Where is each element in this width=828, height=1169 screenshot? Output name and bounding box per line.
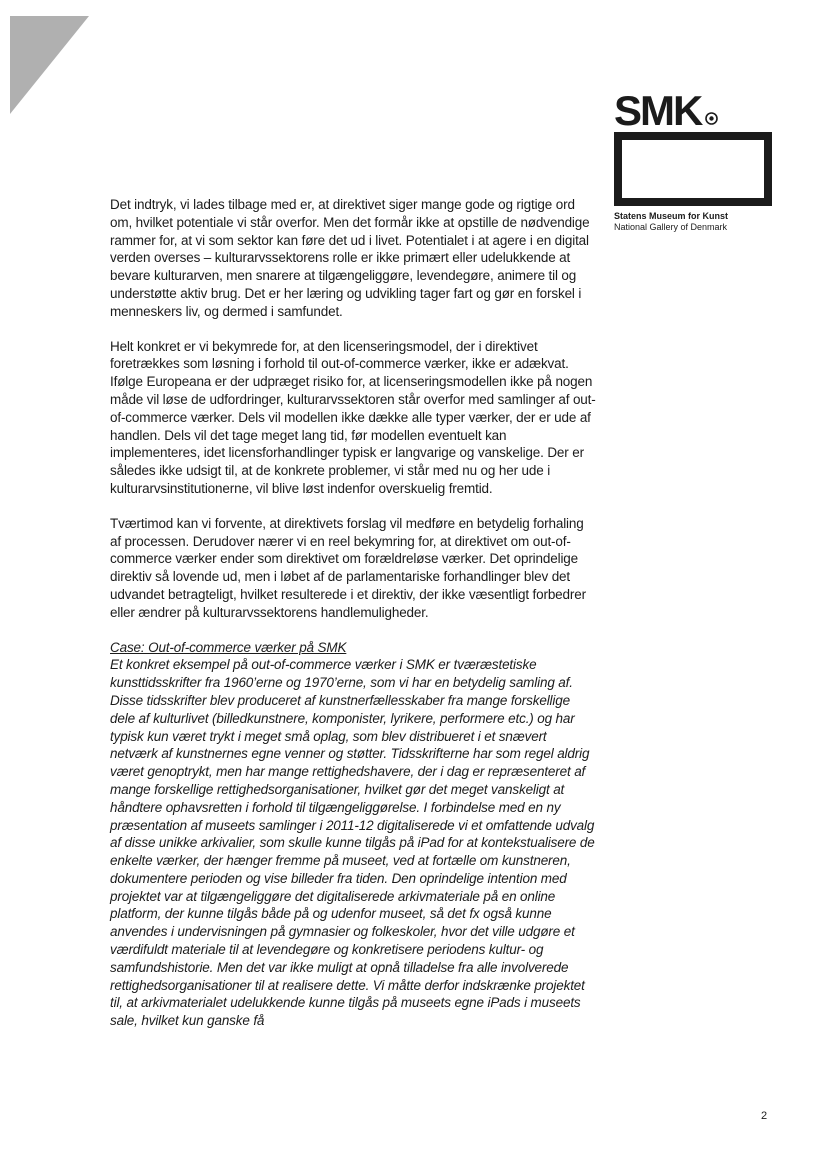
logo-caption-line1: Statens Museum for Kunst xyxy=(614,211,729,221)
paragraph-1: Det indtryk, vi lades tilbage med er, at direktivet siger mange gode og rigtige ord om, hvilket potentiale vi står overfor. Men det formår ikke at opstille de nødvendige rammer for, at vi som sektor kan føre det ud i livet. Potentialet i at agere i en digital verden overses – kulturarvssektorens rolle er ikke primært eller udelukkende at bevare kulturarven, men snarere at tilgængeliggøre, levendegøre, animere til og understøtte aktiv brug. Det er her læring og udvikling tager fart og gør en forskel i menneskers liv, og dermed i samfundet. xyxy=(110,197,590,319)
paragraph-3: Tværtimod kan vi forvente, at direktivets forslag vil medføre en betydelig forhaling af processen. Derudover nærer vi en reel bekymring for, at direktivet om out-of-commerce værker ender som direktivet om forældreløse værker. Det oprindelige direktiv så lovende ud, men i løbet af de parlamentariske forhandlinger blev det udvandet betragteligt, hvilket resulterede i et direktiv, der ikke væsentligt forbedrer eller ændrer på kulturarvssektorens handlemuligheder. xyxy=(110,515,586,620)
case-title: Case: Out-of-commerce værker på SMK xyxy=(110,639,347,655)
crown-seal-icon xyxy=(705,112,718,125)
logo-caption xyxy=(614,211,774,233)
paragraph-2: Helt konkret er vi bekymrede for, at den licenseringsmodel, der i direktivet foretrækkes som løsning i forhold til out-of-commerce værker, ikke er adækvat. Ifølge Europeana er der udpræget risiko for, at licenseringsmodellen ikke på nogen måde vil løse de udfordringer, kulturarvssektoren står overfor med samlinger af out-of-commerce værker. Dels vil modellen ikke dække alle typer værker, der er ude af handlen. Dels vil det tage meget lang tid, før modellen eventuelt kan implementeres, idet licensforhandlinger typisk er langvarige og vanskelige. Der er således ikke udsigt til, at de konkrete problemer, vi står med nu og her ude i kulturarvsinstitutionerne, vil blive løst indenfor overskuelig fremtid. xyxy=(110,338,596,496)
logo-frame xyxy=(614,132,772,206)
case-section xyxy=(110,639,596,1031)
smk-logo xyxy=(614,87,774,233)
case-text: Et konkret eksempel på out-of-commerce værker i SMK er tværæstetiske kunsttidsskrifter fra 1960’erne og 1970’erne, som vi har en betydelig samling af. Disse tidsskrifter blev produceret af kunstnerfællesskaber fra mange forskellige dele af kulturlivet (billedkunstnere, komponister, lyrikere, performere etc.) og har typisk kun været trykt i meget små oplag, som blev distribueret i et snævert netværk af kunstnernes egne venner og støtter. Tidsskrifterne har som regel aldrig været genoptrykt, men har mange rettighedshavere, der i dag er repræsenteret af mange forskellige rettighedsorganisationer, hvilket gør det meget vanskeligt at håndtere ophavsretten i forhold til tilgængeliggørelse. I forbindelse med en ny præsentation af museets samlinger i 2011-12 digitaliserede vi et omfattende udvalg af disse unikke arkivalier, som skulle kunne tilgås på iPad for at kontekstualisere de enkelte værker, der hænger fremme på museet, ved at fortælle om kunstneren, dokumentere perioden og vise billeder fra tiden. Den oprindelige intention med projektet var at tilgængeliggøre det digitaliserede arkivmateriale på en online platform, der kunne tilgås både på og udenfor museet, så det fx også kunne anvendes i undervisningen på gymnasier og folkeskoler, hvor det ville udgøre et værdifuldt materiale til at levendegøre og konkretisere periodens kultur- og samfundshistorie. Men det var ikke muligt at opnå tilladelse fra alle involverede rettighedsorganisationer til at realisere dette. Vi måtte derfor indskrænke projektet til, at arkivmaterialet udelukkende kunne tilgås på museets egne iPads i museets sale, hvilket kun ganske få xyxy=(110,657,595,1029)
page-number: 2 xyxy=(761,1110,768,1122)
logo-wordmark xyxy=(614,87,774,134)
letter-body xyxy=(110,196,596,1030)
logo-caption-line2: National Gallery of Denmark xyxy=(614,222,728,232)
page-corner-fold xyxy=(0,0,92,118)
logo-wordmark-text: SMK xyxy=(614,87,702,134)
